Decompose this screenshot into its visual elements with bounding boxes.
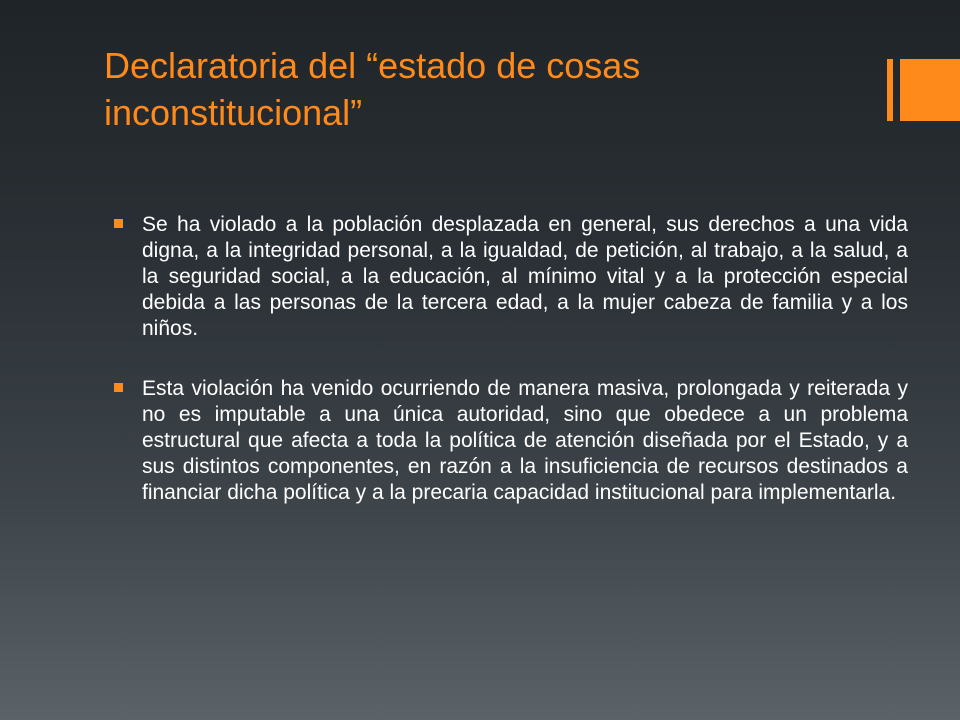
- accent-bar-block: [900, 59, 960, 121]
- accent-bar-thin: [887, 59, 893, 121]
- slide-content: [112, 212, 908, 540]
- square-bullet-icon: [114, 383, 123, 392]
- bullet-text: Se ha violado a la población desplazada en general, sus derechos a una vida digna, a la integridad personal, a la igualdad, de petición, al trabajo, a la salud, a la seguridad social, a la educación, al mínimo vital y a la protección especial debida a las personas de la tercera edad, a la mujer cabeza de familia y a los niños.: [142, 213, 908, 340]
- bullet-item: [112, 376, 908, 506]
- slide-title: Declaratoria del “estado de cosas inconstitucional”: [104, 45, 641, 133]
- bullet-item: [112, 212, 908, 342]
- square-bullet-icon: [114, 219, 123, 228]
- bullet-text: Esta violación ha venido ocurriendo de manera masiva, prolongada y reiterada y no es imputable a una única autoridad, sino que obedece a un problema estructural que afecta a toda la política de atención diseñada por el Estado, y a sus distintos componentes, en razón a la insuficiencia de recursos destinados a financiar dicha política y a la precaria capacidad institucional para implementarla.: [142, 377, 908, 504]
